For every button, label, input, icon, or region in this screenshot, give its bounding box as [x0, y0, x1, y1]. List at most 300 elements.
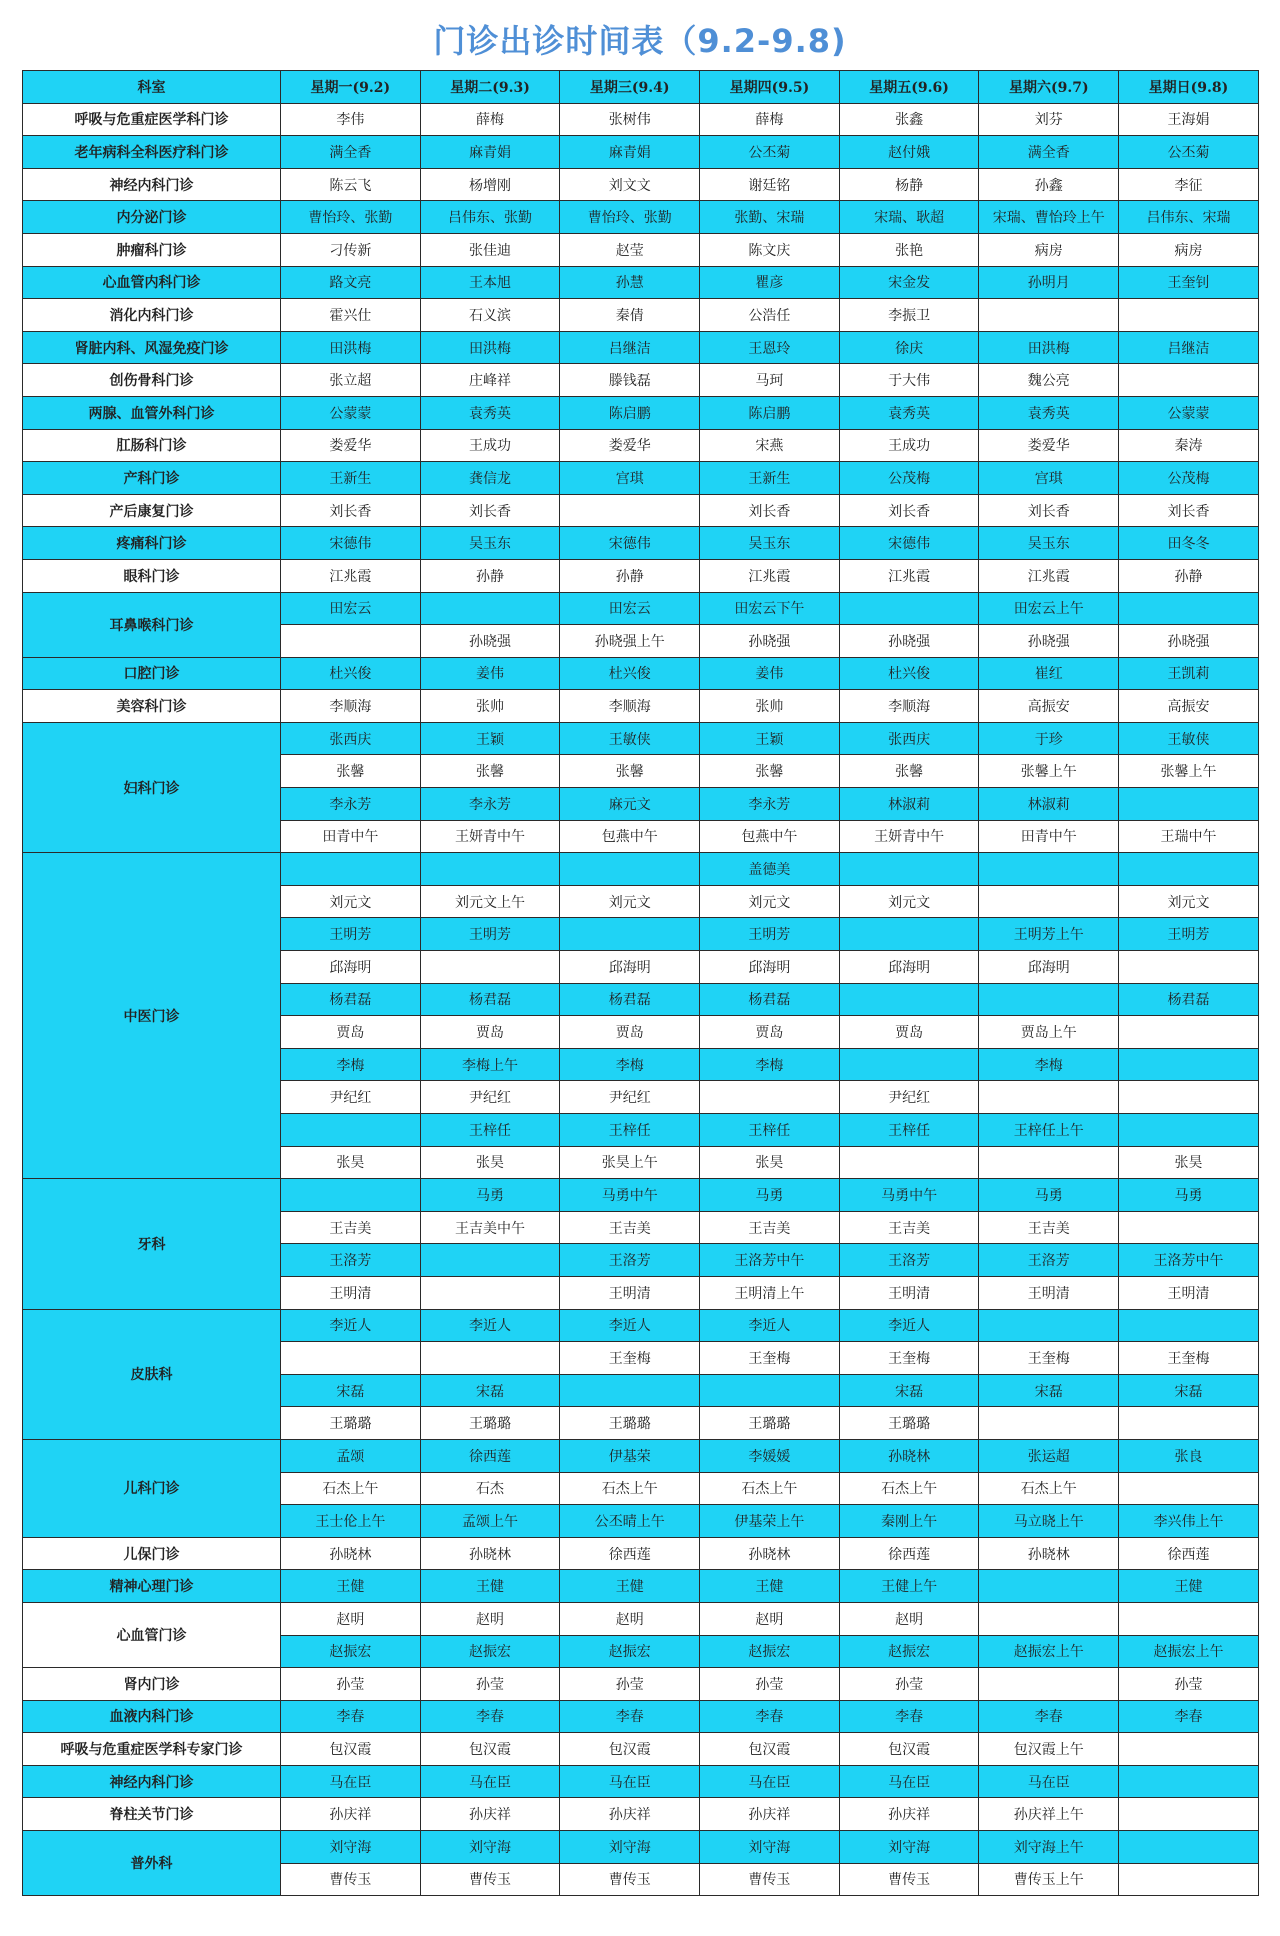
doctor-cell: 王璐璐 — [839, 1407, 979, 1440]
table-row — [23, 201, 1259, 234]
department-name-cell: 美容科门诊 — [23, 690, 281, 723]
doctor-cell: 赵明 — [839, 1602, 979, 1635]
doctor-cell: 王璐璐 — [420, 1407, 560, 1440]
doctor-cell: 孙明月 — [979, 266, 1119, 299]
doctor-cell: 娄爱华 — [979, 429, 1119, 462]
doctor-cell: 魏公亮 — [979, 364, 1119, 397]
doctor-cell: 刘守海 — [420, 1831, 560, 1864]
table-row — [23, 1733, 1259, 1766]
doctor-cell: 李征 — [1119, 168, 1259, 201]
doctor-cell: 马勇 — [979, 1179, 1119, 1212]
doctor-cell — [1119, 1407, 1259, 1440]
doctor-cell: 刘元文 — [839, 885, 979, 918]
doctor-cell: 马立晓上午 — [979, 1505, 1119, 1538]
doctor-cell: 田宏云上午 — [979, 592, 1119, 625]
doctor-cell: 刘文文 — [560, 168, 700, 201]
doctor-cell: 王新生 — [281, 462, 421, 495]
doctor-cell: 公茂梅 — [839, 462, 979, 495]
doctor-cell: 王明清上午 — [700, 1276, 840, 1309]
department-name-cell: 创伤骨科门诊 — [23, 364, 281, 397]
doctor-cell: 包燕中午 — [560, 820, 700, 853]
doctor-cell: 赵振宏 — [420, 1635, 560, 1668]
doctor-cell: 马在臣 — [420, 1765, 560, 1798]
table-row — [23, 1570, 1259, 1603]
doctor-cell — [281, 1114, 421, 1147]
doctor-cell: 贾岛 — [281, 1016, 421, 1049]
doctor-cell: 王吉美 — [281, 1211, 421, 1244]
doctor-cell: 包汉霞 — [700, 1733, 840, 1766]
doctor-cell: 宋德伟 — [839, 527, 979, 560]
doctor-cell: 王本旭 — [420, 266, 560, 299]
doctor-cell: 王明清 — [281, 1276, 421, 1309]
table-row — [23, 266, 1259, 299]
doctor-cell: 王海娟 — [1119, 103, 1259, 136]
doctor-cell: 王健上午 — [839, 1570, 979, 1603]
doctor-cell: 王奎梅 — [560, 1342, 700, 1375]
doctor-cell: 宋瑞、曹怡玲上午 — [979, 201, 1119, 234]
table-row — [23, 1439, 1259, 1472]
doctor-cell: 徐西莲 — [420, 1439, 560, 1472]
doctor-cell: 马在臣 — [979, 1765, 1119, 1798]
doctor-cell — [281, 625, 421, 658]
doctor-cell: 李近人 — [839, 1309, 979, 1342]
doctor-cell: 杨增刚 — [420, 168, 560, 201]
doctor-cell: 赵振宏 — [560, 1635, 700, 1668]
department-name-cell: 两腺、血管外科门诊 — [23, 396, 281, 429]
table-row — [23, 722, 1259, 755]
doctor-cell: 公丕晴上午 — [560, 1505, 700, 1538]
doctor-cell: 李春 — [560, 1700, 700, 1733]
doctor-cell: 马在臣 — [560, 1765, 700, 1798]
doctor-cell: 尹纪红 — [420, 1081, 560, 1114]
table-header-row — [23, 71, 1259, 104]
doctor-cell: 王璐璐 — [560, 1407, 700, 1440]
doctor-cell — [1119, 1863, 1259, 1896]
doctor-cell: 徐西莲 — [839, 1537, 979, 1570]
doctor-cell — [1119, 364, 1259, 397]
doctor-cell: 李梅 — [560, 1048, 700, 1081]
doctor-cell: 张馨上午 — [979, 755, 1119, 788]
doctor-cell: 于珍 — [979, 722, 1119, 755]
doctor-cell: 麻青娟 — [420, 136, 560, 169]
page-title: 门诊出诊时间表（9.2-9.8) — [433, 22, 847, 60]
doctor-cell: 邱海明 — [560, 951, 700, 984]
doctor-cell: 李近人 — [281, 1309, 421, 1342]
doctor-cell: 王健 — [420, 1570, 560, 1603]
doctor-cell: 孙鑫 — [979, 168, 1119, 201]
doctor-cell: 赵莹 — [560, 233, 700, 266]
doctor-cell: 吕继洁 — [1119, 331, 1259, 364]
doctor-cell: 孟颂 — [281, 1439, 421, 1472]
doctor-cell: 张良 — [1119, 1439, 1259, 1472]
table-row — [23, 1602, 1259, 1635]
doctor-cell: 孙庆祥上午 — [979, 1798, 1119, 1831]
department-name-cell: 妇科门诊 — [23, 722, 281, 852]
doctor-cell: 田宏云 — [281, 592, 421, 625]
department-name-cell: 肾内门诊 — [23, 1668, 281, 1701]
doctor-cell: 陈云飞 — [281, 168, 421, 201]
doctor-cell: 袁秀英 — [839, 396, 979, 429]
doctor-cell: 公丕菊 — [1119, 136, 1259, 169]
doctor-cell — [281, 1342, 421, 1375]
doctor-cell — [979, 299, 1119, 332]
doctor-cell: 张馨 — [281, 755, 421, 788]
doctor-cell: 麻元文 — [560, 788, 700, 821]
doctor-cell: 伊基荣 — [560, 1439, 700, 1472]
doctor-cell: 张昊 — [281, 1146, 421, 1179]
doctor-cell: 田冬冬 — [1119, 527, 1259, 560]
doctor-cell: 王成功 — [420, 429, 560, 462]
doctor-cell: 石义滨 — [420, 299, 560, 332]
doctor-cell — [1119, 1472, 1259, 1505]
doctor-cell — [560, 494, 700, 527]
doctor-cell — [420, 1342, 560, 1375]
doctor-cell: 孙庆祥 — [560, 1798, 700, 1831]
header-monday: 星期一(9.2) — [281, 71, 421, 104]
doctor-cell: 公蒙蒙 — [281, 396, 421, 429]
doctor-cell: 刘守海上午 — [979, 1831, 1119, 1864]
doctor-cell: 李伟 — [281, 103, 421, 136]
doctor-cell: 曹传玉 — [839, 1863, 979, 1896]
doctor-cell: 曹传玉 — [420, 1863, 560, 1896]
doctor-cell — [1119, 1733, 1259, 1766]
department-name-cell: 呼吸与危重症医学科专家门诊 — [23, 1733, 281, 1766]
doctor-cell: 贾岛 — [839, 1016, 979, 1049]
doctor-cell: 刘元文 — [700, 885, 840, 918]
doctor-cell: 刘守海 — [281, 1831, 421, 1864]
doctor-cell: 张昊上午 — [560, 1146, 700, 1179]
doctor-cell: 王明芳 — [281, 918, 421, 951]
table-row — [23, 657, 1259, 690]
doctor-cell — [420, 1276, 560, 1309]
doctor-cell: 王明清 — [979, 1276, 1119, 1309]
doctor-cell — [281, 1179, 421, 1212]
doctor-cell: 秦倩 — [560, 299, 700, 332]
doctor-cell: 李顺海 — [281, 690, 421, 723]
doctor-cell: 杜兴俊 — [839, 657, 979, 690]
doctor-cell: 吕继洁 — [560, 331, 700, 364]
doctor-cell: 王明芳上午 — [979, 918, 1119, 951]
doctor-cell: 王明芳 — [420, 918, 560, 951]
doctor-cell: 包燕中午 — [700, 820, 840, 853]
doctor-cell: 孙慧 — [560, 266, 700, 299]
doctor-cell: 马珂 — [700, 364, 840, 397]
table-row — [23, 136, 1259, 169]
doctor-cell: 赵付娥 — [839, 136, 979, 169]
table-row — [23, 592, 1259, 625]
doctor-cell: 孙晓强上午 — [560, 625, 700, 658]
doctor-cell: 张昊 — [700, 1146, 840, 1179]
doctor-cell: 尹纪红 — [281, 1081, 421, 1114]
doctor-cell — [979, 983, 1119, 1016]
doctor-cell: 王恩玲 — [700, 331, 840, 364]
doctor-cell — [700, 1081, 840, 1114]
doctor-cell: 石杰 — [420, 1472, 560, 1505]
doctor-cell — [979, 1668, 1119, 1701]
doctor-cell: 孙晓林 — [979, 1537, 1119, 1570]
header-sunday: 星期日(9.8) — [1119, 71, 1259, 104]
doctor-cell: 宋磊 — [839, 1374, 979, 1407]
doctor-cell — [1119, 788, 1259, 821]
department-name-cell: 心血管内科门诊 — [23, 266, 281, 299]
doctor-cell: 李春 — [1119, 1700, 1259, 1733]
doctor-cell: 伊基荣上午 — [700, 1505, 840, 1538]
doctor-cell: 田青中午 — [979, 820, 1119, 853]
doctor-cell: 孙莹 — [281, 1668, 421, 1701]
doctor-cell: 李永芳 — [281, 788, 421, 821]
doctor-cell: 孙庆祥 — [700, 1798, 840, 1831]
doctor-cell: 杨君磊 — [1119, 983, 1259, 1016]
doctor-cell: 李永芳 — [700, 788, 840, 821]
table-row — [23, 690, 1259, 723]
table-row — [23, 331, 1259, 364]
doctor-cell: 邱海明 — [700, 951, 840, 984]
doctor-cell: 江兆霞 — [700, 559, 840, 592]
doctor-cell: 包汉霞上午 — [979, 1733, 1119, 1766]
doctor-cell: 宋金发 — [839, 266, 979, 299]
doctor-cell: 王颖 — [700, 722, 840, 755]
doctor-cell: 杜兴俊 — [281, 657, 421, 690]
doctor-cell: 李顺海 — [560, 690, 700, 723]
doctor-cell: 孙晓强 — [1119, 625, 1259, 658]
doctor-cell: 马勇中午 — [839, 1179, 979, 1212]
doctor-cell: 赵明 — [420, 1602, 560, 1635]
doctor-cell: 江兆霞 — [281, 559, 421, 592]
doctor-cell: 王健 — [700, 1570, 840, 1603]
department-name-cell: 眼科门诊 — [23, 559, 281, 592]
doctor-cell: 娄爱华 — [281, 429, 421, 462]
doctor-cell: 邱海明 — [281, 951, 421, 984]
doctor-cell: 马在臣 — [281, 1765, 421, 1798]
doctor-cell: 王吉美中午 — [420, 1211, 560, 1244]
doctor-cell: 姜伟 — [420, 657, 560, 690]
doctor-cell: 王梓任上午 — [979, 1114, 1119, 1147]
table-row — [23, 1798, 1259, 1831]
doctor-cell: 贾岛 — [560, 1016, 700, 1049]
doctor-cell: 王明清 — [1119, 1276, 1259, 1309]
schedule-table — [22, 70, 1259, 1896]
doctor-cell — [420, 592, 560, 625]
doctor-cell: 贾岛 — [700, 1016, 840, 1049]
doctor-cell — [1119, 1765, 1259, 1798]
doctor-cell — [1119, 1081, 1259, 1114]
doctor-cell: 王奎梅 — [700, 1342, 840, 1375]
doctor-cell — [1119, 1831, 1259, 1864]
doctor-cell — [839, 592, 979, 625]
table-row — [23, 233, 1259, 266]
doctor-cell — [420, 951, 560, 984]
doctor-cell: 宋磊 — [420, 1374, 560, 1407]
doctor-cell: 王洛芳中午 — [700, 1244, 840, 1277]
department-name-cell: 儿科门诊 — [23, 1439, 281, 1537]
doctor-cell: 王璐璐 — [281, 1407, 421, 1440]
doctor-cell: 李春 — [420, 1700, 560, 1733]
doctor-cell: 曹怡玲、张勤 — [281, 201, 421, 234]
doctor-cell: 娄爱华 — [560, 429, 700, 462]
doctor-cell: 孙静 — [420, 559, 560, 592]
doctor-cell: 王吉美 — [979, 1211, 1119, 1244]
doctor-cell: 袁秀英 — [979, 396, 1119, 429]
doctor-cell: 刘芬 — [979, 103, 1119, 136]
table-row — [23, 1765, 1259, 1798]
table-row — [23, 462, 1259, 495]
doctor-cell: 孙晓强 — [420, 625, 560, 658]
doctor-cell: 刘长香 — [700, 494, 840, 527]
doctor-cell — [839, 918, 979, 951]
doctor-cell — [979, 1146, 1119, 1179]
department-name-cell: 口腔门诊 — [23, 657, 281, 690]
header-department: 科室 — [23, 71, 281, 104]
doctor-cell: 王梓任 — [560, 1114, 700, 1147]
doctor-cell: 田宏云 — [560, 592, 700, 625]
doctor-cell: 孙莹 — [700, 1668, 840, 1701]
doctor-cell: 李近人 — [560, 1309, 700, 1342]
doctor-cell: 陈启鹏 — [560, 396, 700, 429]
doctor-cell: 赵明 — [281, 1602, 421, 1635]
doctor-cell: 吕伟东、张勤 — [420, 201, 560, 234]
doctor-cell: 包汉霞 — [281, 1733, 421, 1766]
doctor-cell: 孙晓强 — [700, 625, 840, 658]
doctor-cell: 曹传玉 — [281, 1863, 421, 1896]
doctor-cell: 马勇 — [1119, 1179, 1259, 1212]
doctor-cell: 杨君磊 — [700, 983, 840, 1016]
doctor-cell: 田洪梅 — [979, 331, 1119, 364]
doctor-cell: 杨君磊 — [420, 983, 560, 1016]
doctor-cell: 秦刚上午 — [839, 1505, 979, 1538]
doctor-cell: 赵振宏 — [281, 1635, 421, 1668]
doctor-cell: 孙晓林 — [281, 1537, 421, 1570]
doctor-cell: 王瑞中午 — [1119, 820, 1259, 853]
department-name-cell: 心血管门诊 — [23, 1602, 281, 1667]
doctor-cell: 王妍青中午 — [839, 820, 979, 853]
doctor-cell — [979, 1081, 1119, 1114]
doctor-cell: 吕伟东、宋瑞 — [1119, 201, 1259, 234]
table-row — [23, 1668, 1259, 1701]
doctor-cell: 陈文庆 — [700, 233, 840, 266]
department-name-cell: 肿瘤科门诊 — [23, 233, 281, 266]
doctor-cell: 孙静 — [1119, 559, 1259, 592]
doctor-cell: 马勇中午 — [560, 1179, 700, 1212]
doctor-cell — [979, 1570, 1119, 1603]
doctor-cell: 孙晓林 — [839, 1439, 979, 1472]
table-row — [23, 1537, 1259, 1570]
doctor-cell: 宫琪 — [560, 462, 700, 495]
doctor-cell: 王吉美 — [700, 1211, 840, 1244]
doctor-cell: 刘长香 — [979, 494, 1119, 527]
doctor-cell: 林淑莉 — [979, 788, 1119, 821]
doctor-cell — [1119, 1048, 1259, 1081]
doctor-cell: 赵振宏 — [700, 1635, 840, 1668]
doctor-cell: 孙庆祥 — [281, 1798, 421, 1831]
doctor-cell: 王明清 — [839, 1276, 979, 1309]
table-row — [23, 1700, 1259, 1733]
doctor-cell: 赵振宏 — [839, 1635, 979, 1668]
table-row — [23, 168, 1259, 201]
doctor-cell: 满全香 — [979, 136, 1119, 169]
doctor-cell — [979, 1407, 1119, 1440]
doctor-cell: 宋德伟 — [281, 527, 421, 560]
doctor-cell: 贾岛 — [420, 1016, 560, 1049]
doctor-cell: 田宏云下午 — [700, 592, 840, 625]
doctor-cell: 李春 — [839, 1700, 979, 1733]
doctor-cell: 马勇 — [420, 1179, 560, 1212]
doctor-cell: 宫琪 — [979, 462, 1119, 495]
doctor-cell: 石杰上午 — [839, 1472, 979, 1505]
doctor-cell: 赵振宏上午 — [979, 1635, 1119, 1668]
table-row — [23, 103, 1259, 136]
doctor-cell: 王奎梅 — [979, 1342, 1119, 1375]
header-friday: 星期五(9.6) — [839, 71, 979, 104]
doctor-cell: 王奎钊 — [1119, 266, 1259, 299]
doctor-cell: 龚信龙 — [420, 462, 560, 495]
doctor-cell: 曹传玉 — [700, 1863, 840, 1896]
doctor-cell: 宋燕 — [700, 429, 840, 462]
doctor-cell: 秦涛 — [1119, 429, 1259, 462]
doctor-cell: 王成功 — [839, 429, 979, 462]
doctor-cell: 马在臣 — [839, 1765, 979, 1798]
doctor-cell: 吴玉东 — [420, 527, 560, 560]
doctor-cell: 病房 — [979, 233, 1119, 266]
doctor-cell: 于大伟 — [839, 364, 979, 397]
doctor-cell — [979, 885, 1119, 918]
doctor-cell — [1119, 592, 1259, 625]
department-name-cell: 呼吸与危重症医学科门诊 — [23, 103, 281, 136]
doctor-cell: 王士伦上午 — [281, 1505, 421, 1538]
doctor-cell: 霍兴仕 — [281, 299, 421, 332]
doctor-cell: 徐西莲 — [560, 1537, 700, 1570]
department-name-cell: 神经内科门诊 — [23, 1765, 281, 1798]
doctor-cell: 王洛芳 — [839, 1244, 979, 1277]
doctor-cell: 刘元文 — [560, 885, 700, 918]
doctor-cell: 王奎梅 — [839, 1342, 979, 1375]
doctor-cell: 田青中午 — [281, 820, 421, 853]
doctor-cell: 王洛芳 — [560, 1244, 700, 1277]
doctor-cell: 滕钱磊 — [560, 364, 700, 397]
doctor-cell — [700, 1374, 840, 1407]
doctor-cell: 李梅 — [979, 1048, 1119, 1081]
doctor-cell: 江兆霞 — [839, 559, 979, 592]
doctor-cell: 李媛媛 — [700, 1439, 840, 1472]
table-row — [23, 364, 1259, 397]
header-saturday: 星期六(9.7) — [979, 71, 1119, 104]
doctor-cell: 宋磊 — [281, 1374, 421, 1407]
doctor-cell: 孟颂上午 — [420, 1505, 560, 1538]
doctor-cell: 盖德美 — [700, 853, 840, 886]
doctor-cell: 刘元文 — [1119, 885, 1259, 918]
header-wednesday: 星期三(9.4) — [560, 71, 700, 104]
doctor-cell: 李兴伟上午 — [1119, 1505, 1259, 1538]
doctor-cell: 宋磊 — [1119, 1374, 1259, 1407]
doctor-cell: 石杰上午 — [700, 1472, 840, 1505]
doctor-cell: 张帅 — [700, 690, 840, 723]
table-row — [23, 559, 1259, 592]
doctor-cell: 公茂梅 — [1119, 462, 1259, 495]
department-name-cell: 内分泌门诊 — [23, 201, 281, 234]
doctor-cell: 孙庆祥 — [420, 1798, 560, 1831]
doctor-cell: 王梓任 — [420, 1114, 560, 1147]
doctor-cell — [1119, 1016, 1259, 1049]
doctor-cell: 李振卫 — [839, 299, 979, 332]
doctor-cell: 袁秀英 — [420, 396, 560, 429]
doctor-cell: 张鑫 — [839, 103, 979, 136]
doctor-cell: 高振安 — [979, 690, 1119, 723]
doctor-cell: 满全香 — [281, 136, 421, 169]
doctor-cell: 吴玉东 — [700, 527, 840, 560]
doctor-cell: 张馨 — [420, 755, 560, 788]
doctor-cell: 张馨上午 — [1119, 755, 1259, 788]
department-name-cell: 中医门诊 — [23, 853, 281, 1179]
doctor-cell — [420, 853, 560, 886]
